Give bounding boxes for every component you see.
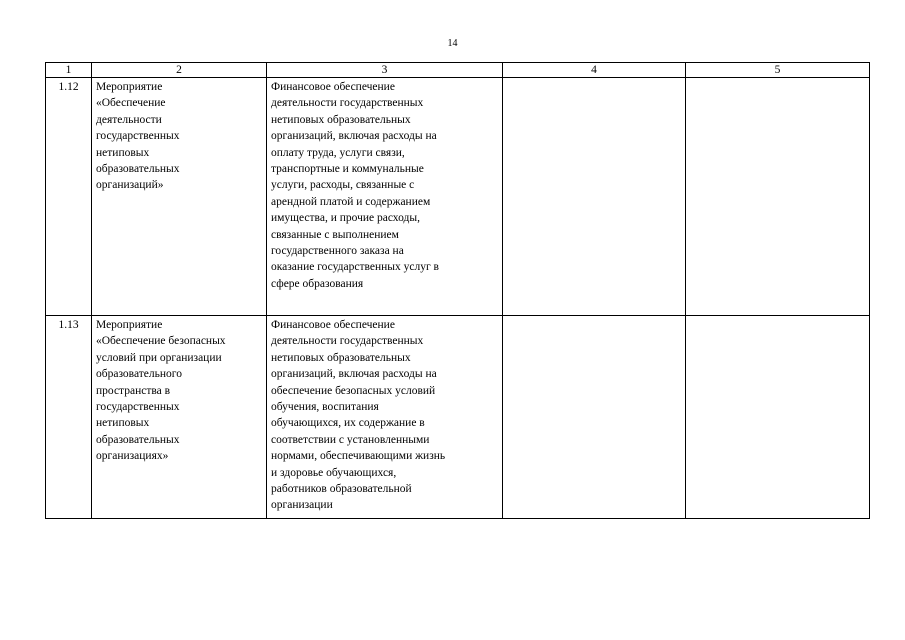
column-5-cell bbox=[686, 78, 870, 316]
table-row bbox=[46, 78, 870, 316]
description-line: транспортные и коммунальные bbox=[271, 163, 424, 176]
description-line: организации bbox=[271, 499, 333, 512]
activity-line: «Обеспечение безопасных bbox=[96, 335, 226, 348]
description-line: нетиповых образовательных bbox=[271, 351, 411, 364]
description-line: связанные с выполнением bbox=[271, 228, 399, 241]
activity-line: условий при организации bbox=[96, 351, 222, 364]
description-line: оплату труда, услуги связи, bbox=[271, 146, 405, 159]
activity-line: Мероприятие bbox=[96, 81, 163, 93]
activity-cell bbox=[92, 316, 267, 519]
column-header-1: 1 bbox=[46, 63, 92, 78]
table-header-row bbox=[46, 63, 870, 78]
column-header-3: 3 bbox=[267, 63, 503, 78]
description-line: организаций, включая расходы на bbox=[271, 368, 437, 381]
table-row bbox=[46, 316, 870, 519]
description-line: оказание государственных услуг в bbox=[271, 261, 439, 274]
activity-line: образовательного bbox=[96, 368, 182, 381]
activity-line: государственных bbox=[96, 401, 180, 414]
description-line: организаций, включая расходы на bbox=[271, 130, 437, 143]
description-cell bbox=[267, 316, 503, 519]
column-header-4: 4 bbox=[503, 63, 686, 78]
activity-line: Мероприятие bbox=[96, 319, 163, 331]
activity-line: нетиповых bbox=[96, 146, 150, 159]
description-line: Финансовое обеспечение bbox=[271, 319, 395, 331]
activity-line: деятельности bbox=[96, 113, 162, 126]
description-cell bbox=[267, 78, 503, 316]
activity-line: «Обеспечение bbox=[96, 97, 166, 110]
description-line: имущества, и прочие расходы, bbox=[271, 212, 420, 225]
column-header-5: 5 bbox=[686, 63, 870, 78]
activity-line: нетиповых bbox=[96, 417, 150, 430]
activity-line: государственных bbox=[96, 130, 180, 143]
description-line: и здоровье обучающихся, bbox=[271, 466, 397, 479]
description-line: Финансовое обеспечение bbox=[271, 81, 395, 93]
description-line: услуги, расходы, связанные с bbox=[271, 179, 415, 192]
activity-line: организациях» bbox=[96, 450, 169, 463]
program-table bbox=[45, 62, 870, 519]
activity-line: пространства в bbox=[96, 384, 171, 397]
description-line: арендной платой и содержанием bbox=[271, 195, 431, 208]
activity-line: образовательных bbox=[96, 163, 180, 176]
description-line: сфере образования bbox=[271, 277, 364, 290]
description-line: обучающихся, их содержание в bbox=[271, 417, 425, 430]
activity-line: организаций» bbox=[96, 179, 164, 192]
description-line: государственного заказа на bbox=[271, 245, 404, 258]
activity-line: образовательных bbox=[96, 433, 180, 446]
column-header-2: 2 bbox=[92, 63, 267, 78]
description-line: нетиповых образовательных bbox=[271, 113, 411, 126]
column-4-cell bbox=[503, 78, 686, 316]
description-line: соответствии с установленными bbox=[271, 433, 430, 446]
row-number: 1.12 bbox=[46, 78, 92, 316]
description-line: деятельности государственных bbox=[271, 97, 424, 110]
description-line: нормами, обеспечивающими жизнь bbox=[271, 450, 446, 463]
column-4-cell bbox=[503, 316, 686, 519]
description-line: деятельности государственных bbox=[271, 335, 424, 348]
description-line: работников образовательной bbox=[271, 483, 412, 496]
column-5-cell bbox=[686, 316, 870, 519]
page-number: 14 bbox=[447, 38, 458, 49]
activity-cell bbox=[92, 78, 267, 316]
description-line: обучения, воспитания bbox=[271, 401, 379, 414]
description-line: обеспечение безопасных условий bbox=[271, 384, 436, 397]
row-number: 1.13 bbox=[46, 316, 92, 519]
